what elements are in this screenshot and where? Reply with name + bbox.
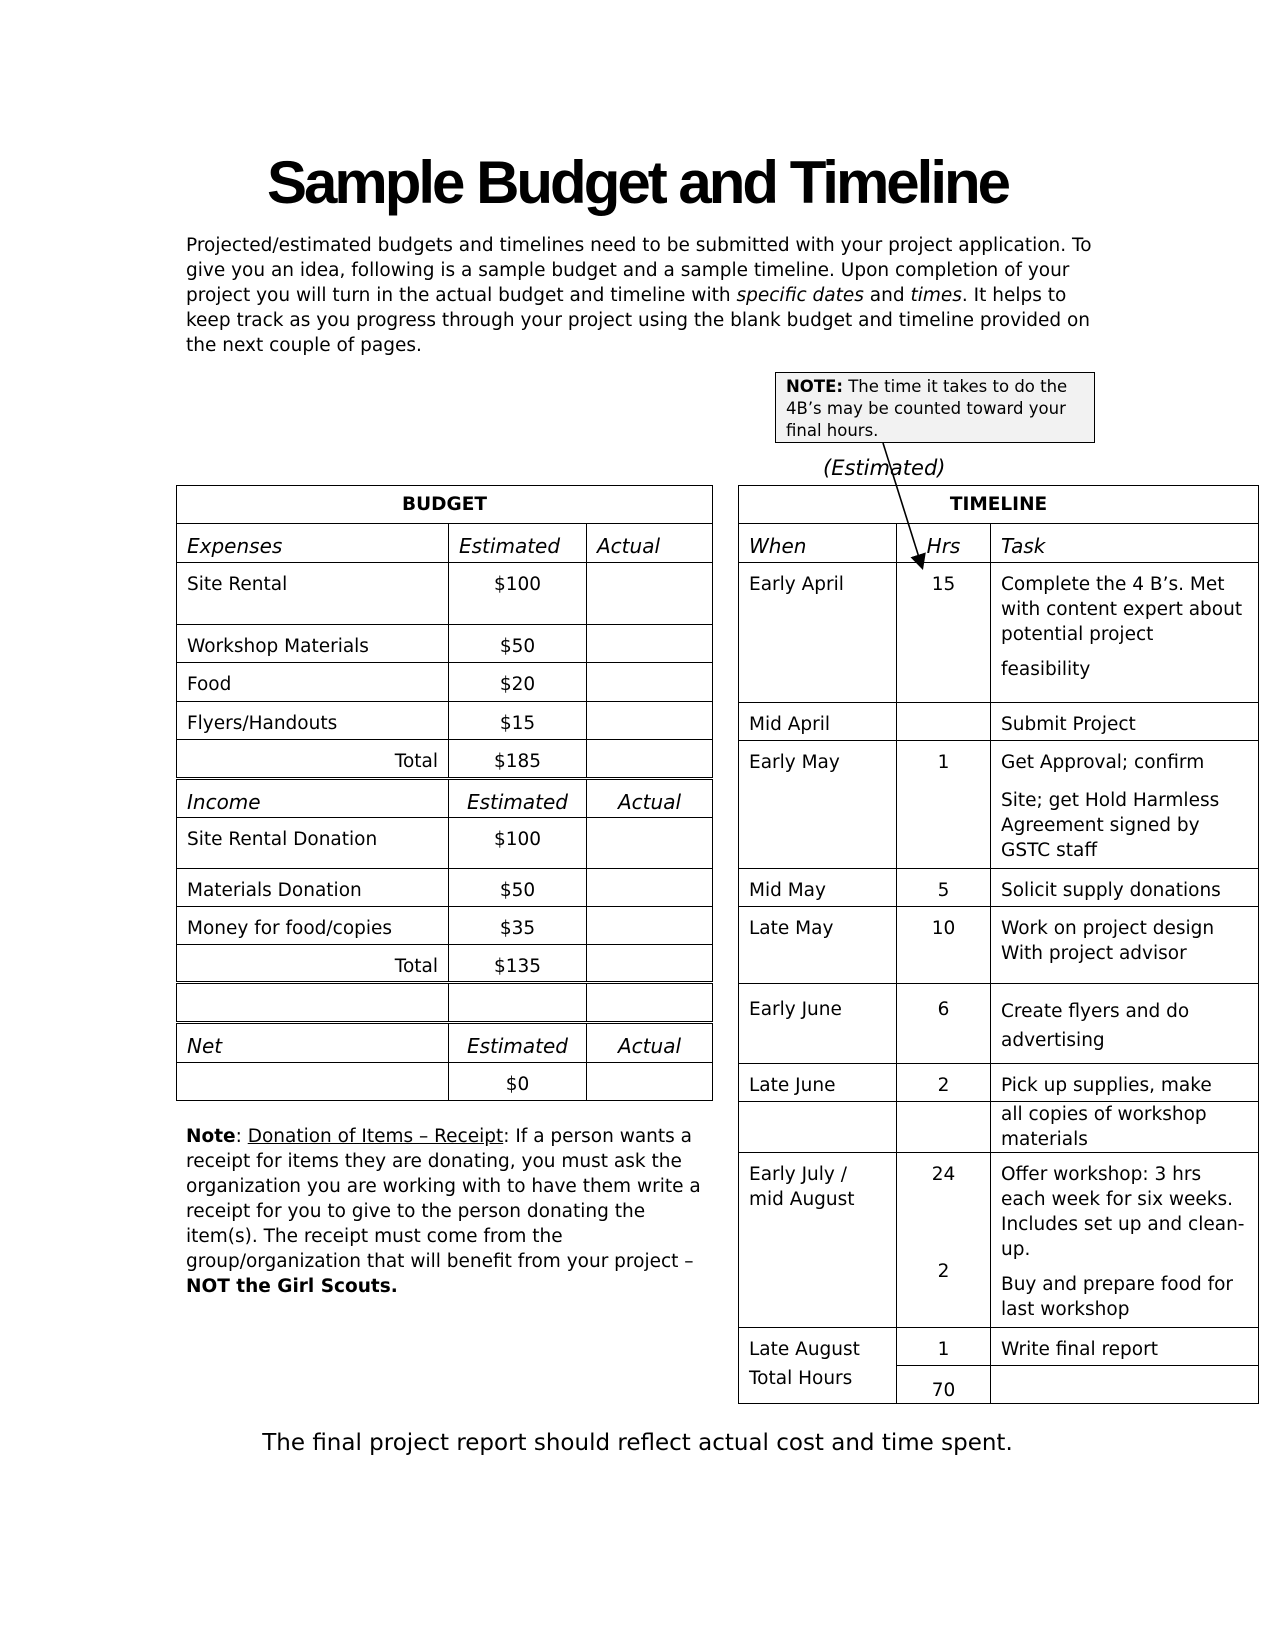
timeline-task: Solicit supply donations <box>991 869 1259 907</box>
page-title: Sample Budget and Timeline <box>266 149 1009 216</box>
timeline-table <box>738 485 1259 1404</box>
timeline-task-text-2: Site; get Hold Harmless Agreement signed by GSTC staff <box>1001 790 1220 861</box>
when-header: When <box>739 524 897 563</box>
table-row <box>177 702 713 740</box>
timeline-task: Create flyers and do advertising <box>991 984 1259 1064</box>
intro-emphasis-times: times <box>910 285 962 306</box>
blank-cell <box>449 983 587 1023</box>
net-estimated: $0 <box>449 1063 587 1101</box>
donation-note-bold: NOT the Girl Scouts. <box>186 1276 398 1297</box>
note-text: The time it takes to do the 4B’s may be counted toward your final hours. <box>786 377 1068 440</box>
table-row <box>177 818 713 869</box>
blank-cell <box>587 983 713 1023</box>
expense-estimated: $100 <box>449 563 587 625</box>
timeline-task <box>991 1153 1259 1328</box>
table-row <box>739 1328 1259 1366</box>
table-row <box>177 663 713 702</box>
net-header: Net <box>177 1023 449 1063</box>
final-statement: The final project report should reflect actual cost and time spent. <box>262 1430 1013 1456</box>
total-hours-task <box>991 1366 1259 1404</box>
donation-note <box>186 1124 706 1299</box>
timeline-when: Early July / mid August <box>739 1153 897 1328</box>
estimated-caption: (Estimated) <box>823 456 946 480</box>
timeline-task-text-2: feasibility <box>1001 659 1091 680</box>
blank-row <box>177 983 713 1023</box>
table-row <box>177 869 713 907</box>
timeline-hrs <box>897 703 991 741</box>
table-row <box>739 703 1259 741</box>
timeline-hrs: 15 <box>897 563 991 703</box>
timeline-when: Mid May <box>739 869 897 907</box>
table-row <box>739 984 1259 1064</box>
net-actual <box>587 1063 713 1101</box>
expense-actual <box>587 702 713 740</box>
timeline-task <box>991 741 1259 869</box>
expenses-header: Expenses <box>177 524 449 563</box>
table-row <box>177 625 713 663</box>
net-actual-header: Actual <box>587 1023 713 1063</box>
income-total-label: Total <box>177 945 449 983</box>
note-label: NOTE: <box>786 377 843 396</box>
timeline-task-text: Get Approval; confirm <box>1001 752 1205 773</box>
table-row <box>739 563 1259 703</box>
timeline-hrs: 5 <box>897 869 991 907</box>
expense-estimated: $15 <box>449 702 587 740</box>
timeline-task-text-2: Buy and prepare food for last workshop <box>1001 1274 1234 1320</box>
budget-heading: BUDGET <box>177 486 713 524</box>
income-actual-header: Actual <box>587 779 713 818</box>
income-estimated: $100 <box>449 818 587 869</box>
table-row <box>177 907 713 945</box>
net-estimated-header: Estimated <box>449 1023 587 1063</box>
expense-estimated: $50 <box>449 625 587 663</box>
donation-note-label: Note <box>186 1126 236 1147</box>
table-row <box>739 1064 1259 1102</box>
expense-actual <box>587 663 713 702</box>
donation-note-colon: : <box>235 1126 248 1147</box>
intro-text-1: Projected/estimated budgets and timelines need to be submitted with your project application. To give you an idea, following is a sample budget and a sample timeline. Upon completion of your project you will turn in the actual budget and timeline with <box>186 235 1092 306</box>
intro-text-2: . It helps to keep track as you progress through your project using the blank budget and timeline provided on the next couple of pages. <box>186 285 1091 356</box>
intro-emphasis-dates: specific dates <box>736 285 864 306</box>
table-row <box>739 907 1259 984</box>
income-item: Materials Donation <box>177 869 449 907</box>
table-row <box>739 1102 1259 1153</box>
timeline-when: Early June <box>739 984 897 1064</box>
expense-item: Food <box>177 663 449 702</box>
table-row <box>739 741 1259 869</box>
donation-note-underlined: Donation of Items – Receipt <box>247 1126 504 1147</box>
budget-table <box>176 485 713 1101</box>
timeline-task: Work on project design With project advisor <box>991 907 1259 984</box>
timeline-hrs: 10 <box>897 907 991 984</box>
income-actual <box>587 818 713 869</box>
expenses-estimated-header: Estimated <box>449 524 587 563</box>
expenses-total-row <box>177 740 713 779</box>
table-row <box>177 563 713 625</box>
timeline-when: Early May <box>739 741 897 869</box>
timeline-task: all copies of workshop materials <box>991 1102 1259 1153</box>
timeline-task-text: Complete the 4 B’s. Met with content expert about potential project <box>1001 574 1243 645</box>
income-actual <box>587 869 713 907</box>
expenses-total-actual <box>587 740 713 779</box>
expense-item: Site Rental <box>177 563 449 625</box>
hrs-header: Hrs <box>897 524 991 563</box>
timeline-when: Late June <box>739 1064 897 1102</box>
table-row <box>739 869 1259 907</box>
expense-item: Flyers/Handouts <box>177 702 449 740</box>
income-estimated: $35 <box>449 907 587 945</box>
timeline-when-empty <box>739 1102 897 1153</box>
income-estimated-header: Estimated <box>449 779 587 818</box>
task-header: Task <box>991 524 1259 563</box>
expenses-total-label: Total <box>177 740 449 779</box>
expenses-actual-header: Actual <box>587 524 713 563</box>
total-hours-row <box>739 1366 1259 1404</box>
income-header: Income <box>177 779 449 818</box>
timeline-when: Early April <box>739 563 897 703</box>
timeline-hrs: 6 <box>897 984 991 1064</box>
timeline-heading: TIMELINE <box>739 486 1259 524</box>
blank-cell <box>177 983 449 1023</box>
net-row <box>177 1063 713 1101</box>
income-total-row <box>177 945 713 983</box>
timeline-when: Late May <box>739 907 897 984</box>
income-total-actual <box>587 945 713 983</box>
net-label-cell <box>177 1063 449 1101</box>
timeline-task <box>991 563 1259 703</box>
intro-and: and <box>863 285 911 306</box>
timeline-task: Pick up supplies, make <box>991 1064 1259 1102</box>
expense-estimated: $20 <box>449 663 587 702</box>
income-total-value: $135 <box>449 945 587 983</box>
donation-note-text: : If a person wants a receipt for items they are donating, you must ask the organization you are working with to have them write a receipt for you to give to the person donating the item(s). The receipt must come from the group/organization that will benefit from your project – <box>186 1126 701 1272</box>
timeline-hrs: 2 <box>897 1064 991 1102</box>
timeline-task: Submit Project <box>991 703 1259 741</box>
income-item: Site Rental Donation <box>177 818 449 869</box>
timeline-task: Write final report <box>991 1328 1259 1366</box>
timeline-when: Mid April <box>739 703 897 741</box>
income-actual <box>587 907 713 945</box>
timeline-task-text: Offer workshop: 3 hrs each week for six weeks. Includes set up and clean-up. <box>1001 1164 1245 1260</box>
timeline-hrs-empty <box>897 1102 991 1153</box>
total-hours-label: Total Hours <box>739 1366 897 1404</box>
timeline-hrs <box>897 1153 991 1328</box>
income-estimated: $50 <box>449 869 587 907</box>
expense-actual <box>587 625 713 663</box>
table-row <box>739 1153 1259 1328</box>
timeline-hrs: 1 <box>897 1328 991 1366</box>
expense-item: Workshop Materials <box>177 625 449 663</box>
timeline-when: Late August <box>739 1328 897 1366</box>
timeline-hrs: 1 <box>897 741 991 869</box>
expense-actual <box>587 563 713 625</box>
income-item: Money for food/copies <box>177 907 449 945</box>
timeline-hrs-value-2: 2 <box>937 1261 950 1282</box>
timeline-hrs-value: 24 <box>931 1164 956 1185</box>
total-hours-value: 70 <box>897 1366 991 1404</box>
expenses-total-value: $185 <box>449 740 587 779</box>
